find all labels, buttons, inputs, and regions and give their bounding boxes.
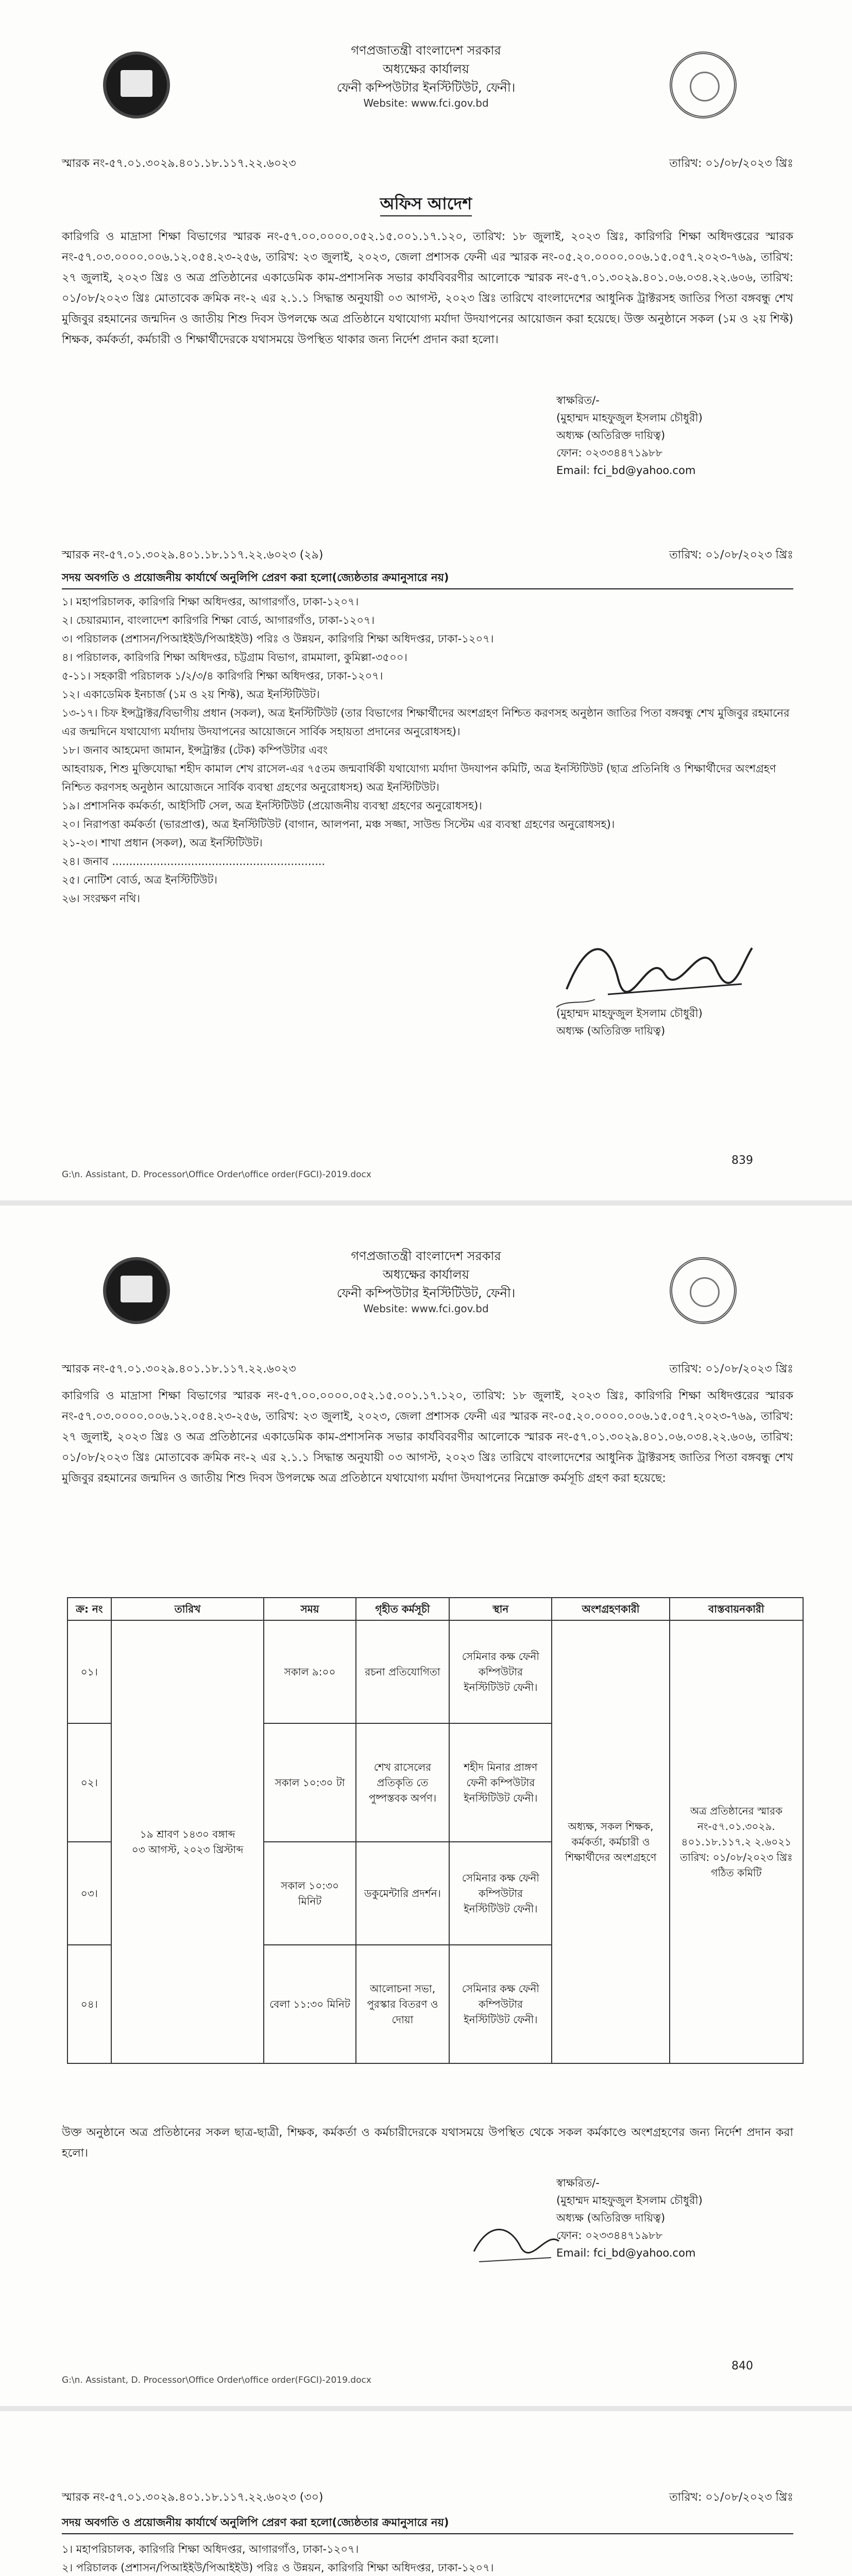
- list-item: ১। মহাপরিচালক, কারিগরি শিক্ষা অধিদপ্তর, আগারগাঁও, ঢাকা-১২০৭।: [62, 596, 359, 608]
- memo-date: তারিখ: ০১/০৮/২০২৩ খ্রিঃ: [669, 1363, 793, 1376]
- signer-designation: অধ্যক্ষ (অতিরিক্ত দায়িত্ব): [556, 429, 666, 442]
- signer-name: (মুহাম্মদ মাহফুজুল ইসলাম চৌধুরী): [556, 2194, 703, 2207]
- signer-designation: অধ্যক্ষ (অতিরিক্ত দায়িত্ব): [556, 2212, 666, 2224]
- signer-designation: অধ্যক্ষ (অতিরিক্ত দায়িত্ব): [556, 1025, 666, 1037]
- page-separator: [0, 1200, 852, 1206]
- table-row: [67, 1620, 803, 1723]
- order-body: কারিগরি ও মাদ্রাসা শিক্ষা বিভাগের স্মারক নং-৫৭.০০.০০০০.০৫২.১৫.০০১.১৭.১২০, তারিখ: ১৮ জুলাই, ২০২৩ খ্রিঃ, কারিগরি শিক্ষা অধিদপ্তরের স্মারক নং-৫৭.০৩.০০০০.০০৬.১২.০৫৪.২৩-২৫৬, তারিখ: ২৩ জুলাই, ২০২৩, জেলা প্রশাসক ফেনী এর স্মারক নং-০৫.২০.০০০০.০০৬.১৫.০৫৭.২০২৩-৭৬৯, তারিখ: ২৭ জুলাই, ২০২৩ খ্রিঃ ও অত্র প্রতিষ্ঠানের একাডেমিক কাম-প্রশাসনিক সভার কার্যবিবরণীর আলোকে স্মারক নং-৫৭.০১.৩০২৯.৪০১.০৬.০৩৪.২২.৬০৬, তারিখ: ০১/০৮/২০২৩ খ্রিঃ মোতাবেক ক্রমিক নং-২ এর ২.১.১ সিদ্ধান্ত অনুযায়ী ০৩ আগস্ট, ২০২৩ খ্রিঃ তারিখে বাংলাদেশের আধুনিক ট্রাক্টরসহ জাতির পিতা বঙ্গবন্ধু শেখ মুজিবুর রহমানের জন্মদিন ও জাতীয় শিশু দিবস উপলক্ষে অত্র প্রতিষ্ঠানে যথাযোগ্য মর্যাদা উদযাপনের নিম্নোক্ত কর্মসূচি গ্রহণ করা হয়েছে:: [62, 1389, 793, 1485]
- list-item: ২৫। নোটিশ বোর্ড, অত্র ইনস্টিটিউট।: [62, 874, 217, 886]
- list-item: ১৯। প্রশাসনিক কর্মকর্তা, আইসিটি সেল, অত্র ইনস্টিটিউট (প্রয়োজনীয় ব্যবস্থা গ্রহণের অনুরোধসহ)।: [62, 800, 482, 812]
- institute-name: ফেনী কম্পিউটার ইনস্টিটিউট, ফেনী।: [336, 80, 516, 95]
- file-path-footer: G:\n. Assistant, D. Processor\Office Order\office order(FGCI)-2019.docx: [62, 1170, 371, 1180]
- memo-date: তারিখ: ০১/০৮/২০২৩ খ্রিঃ: [669, 157, 793, 170]
- letterhead: [0, 31, 852, 149]
- table-header-row: [67, 1598, 803, 1620]
- signed-label: স্বাক্ষরিত/-: [556, 2177, 600, 2189]
- copy-memo-date: তারিখ: ০১/০৮/২০২৩ খ্রিঃ: [669, 549, 793, 562]
- cell-serial: ০১।: [67, 1620, 111, 1723]
- header-venue: স্থান: [449, 1598, 552, 1620]
- distribution-subject: সদয় অবগতি ও প্রয়োজনীয় কার্যার্থে অনুলিপি প্রেরণ করা হলো(জ্যেষ্ঠতার ক্রমানুসারে নয়): [62, 569, 793, 589]
- document-page-1: [0, 0, 852, 1200]
- list-item: আহবায়ক, শিশু মুক্তিযোদ্ধা শহীদ কামাল শেখ রাসেল-এর ৭৫তম জন্মবার্ষিকী যথাযোগ্য মর্যাদা উদযাপন কমিটি, অত্র ইনস্টিটিউট (ছাত্র প্রতিনিধি ও শিক্ষার্থীদের অংশগ্রহণ নিশ্চিত করণসহ অনুষ্ঠান আয়োজনে সার্বিক ব্যবস্থা গ্রহণের অনুরোধসহ) অত্র ইনস্টিটিউট।: [62, 762, 776, 793]
- list-item: ৪। পরিচালক, কারিগরি শিক্ষা অধিদপ্তর, চট্টগ্রাম বিভাগ, রামমালা, কুমিল্লা-৩৫০০।: [62, 651, 407, 664]
- office-name: অধ্যক্ষের কার্যালয়: [383, 62, 469, 76]
- cell-venue: সেমিনার কক্ষ ফেনী কম্পিউটার ইনস্টিটিউট ফেনী।: [449, 1945, 552, 2063]
- website: Website: www.fci.gov.bd: [363, 97, 489, 109]
- cell-time: সকাল ৯:০০: [264, 1620, 355, 1723]
- cell-venue: সেমিনার কক্ষ ফেনী কম্পিউটার ইনস্টিটিউট ফেনী।: [449, 1842, 552, 1945]
- page-title: [0, 191, 852, 218]
- file-path-footer: G:\n. Assistant, D. Processor\Office Order\office order(FGCI)-2019.docx: [62, 2375, 371, 2385]
- page-title-text: অফিস আদেশ: [380, 194, 472, 216]
- copy-memo-date: তারিখ: ০১/০৮/২০২৩ খ্রিঃ: [669, 2491, 793, 2504]
- document-page-3: [0, 2411, 852, 2576]
- cell-participants: অধ্যক্ষ, সকল শিক্ষক, কর্মকর্তা, কর্মচারী ও শিক্ষার্থীদের অংশগ্রহণে: [552, 1620, 669, 2063]
- signer-phone: ফোন: ০২৩৩৪৪৭১৯৮৮: [556, 2229, 663, 2242]
- govt-name: গণপ্রজাতন্ত্রী বাংলাদেশ সরকার: [351, 43, 501, 58]
- memo-number: স্মারক নং-৫৭.০১.৩০২৯.৪০১.১৮.১১৭.২২.৬০২৩: [62, 157, 296, 170]
- website: Website: www.fci.gov.bd: [363, 1302, 489, 1315]
- signature-block: [556, 2174, 793, 2262]
- distribution-list: [62, 592, 793, 908]
- letterhead: [0, 1236, 852, 1355]
- cell-serial: ০৪।: [67, 1945, 111, 2063]
- header-program: গৃহীত কর্মসূচী: [356, 1598, 450, 1620]
- office-name: অধ্যক্ষের কার্যালয়: [383, 1267, 469, 1282]
- cell-serial: ০২।: [67, 1723, 111, 1842]
- signer-name: (মুহাম্মদ মাহফুজুল ইসলাম চৌধুরী): [556, 1007, 703, 1020]
- distribution-list: [62, 2540, 793, 2576]
- english-date: ০৩ আগস্ট, ২০২৩ খ্রিস্টাব্দ: [131, 1843, 244, 1856]
- list-item: ২। চেয়ারম্যান, বাংলাদেশ কারিগরি শিক্ষা বোর্ড, আগারগাঁও, ঢাকা-১২০৭।: [62, 614, 375, 626]
- cell-time: সকাল ১০:৩০ টা: [264, 1723, 355, 1842]
- cell-program: শেখ রাসেলের প্রতিকৃতি তে পুষ্পস্তবক অর্পণ।: [356, 1723, 450, 1842]
- list-item: ১৮। জনাব আহমেদা জামান, ইন্সট্রাক্টর (টেক) কম্পিউটার এবং: [62, 744, 328, 756]
- page-number: 839: [731, 1154, 753, 1167]
- header-date: তারিখ: [111, 1598, 264, 1620]
- cell-merged-date: [111, 1620, 264, 2063]
- signer-email: Email: fci_bd@yahoo.com: [556, 464, 696, 477]
- document-page-2: [0, 1206, 852, 2406]
- header-participants: অংশগ্রহণকারী: [552, 1598, 669, 1620]
- list-item: ২৬। সংরক্ষণ নথি।: [62, 892, 140, 905]
- header-time: সময়: [264, 1598, 355, 1620]
- signature-block-top: [556, 392, 793, 479]
- cell-venue: শহীদ মিনার প্রাঙ্গণ ফেনী কম্পিউটার ইনস্টিটিউট ফেনী।: [449, 1723, 552, 1842]
- list-item: ১২। একাডেমিক ইনচার্জ (১ম ও ২য় শিফ্ট), অত্র ইনস্টিটিউট।: [62, 688, 320, 701]
- institute-name: ফেনী কম্পিউটার ইনস্টিটিউট, ফেনী।: [336, 1286, 516, 1300]
- schedule-table: [67, 1597, 804, 2064]
- page-number: 840: [731, 2360, 753, 2372]
- page-separator: [0, 2406, 852, 2411]
- govt-name: গণপ্রজাতন্ত্রী বাংলাদেশ সরকার: [351, 1249, 501, 1263]
- closing-instruction: উক্ত অনুষ্ঠানে অত্র প্রতিষ্ঠানের সকল ছাত্র-ছাত্রী, শিক্ষক, কর্মকর্তা ও কর্মচারীদেরকে যথাসময়ে উপস্থিত থেকে সকল কর্মকাণ্ডে অংশগ্রহণের জন্য নির্দেশ প্রদান করা হলো।: [62, 2126, 793, 2160]
- copy-memo-number: স্মারক নং-৫৭.০১.৩০২৯.৪০১.১৮.১১৭.২২.৬০২৩ (৩০): [62, 2491, 323, 2504]
- list-item: ১। মহাপরিচালক, কারিগরি শিক্ষা অধিদপ্তর, আগারগাঁও, ঢাকা-১২০৭।: [62, 2543, 359, 2555]
- list-item: ৫-১১। সহকারী পরিচালক ১/২/৩/৪ কারিগরি শিক্ষা অধিদপ্তর, ঢাকা-১২০৭।: [62, 670, 383, 682]
- cell-implementer: অত্র প্রতিষ্ঠানের স্মারক নং-৫৭.০১.৩০২৯. ৪০১.১৮.১১৭.২ ২.৬০২১ তারিখ: ০১/০৮/২০২৩ খ্রিঃ গঠিত কমিটি: [670, 1620, 803, 2063]
- signature-block-bottom: [556, 1005, 793, 1040]
- list-item: ১৩-১৭। চিফ ইন্সট্রাক্টর/বিভাগীয় প্রধান (সকল), অত্র ইনস্টিটিউট (তার বিভাগের শিক্ষার্থীদের অংশগ্রহণ নিশ্চিত করণসহ অনুষ্ঠান জাতির পিতা বঙ্গবন্ধু শেখ মুজিবুর রহমানের এর জন্মদিনে যথাযোগ্য মর্যাদায় উদযাপনের আয়োজনে সার্বিক সহায়তা প্রদানের অনুরোধসহ)।: [62, 707, 790, 738]
- handwritten-initials: [464, 2210, 567, 2272]
- copy-memo-number: স্মারক নং-৫৭.০১.৩০২৯.৪০১.১৮.১১৭.২২.৬০২৩ (২৯): [62, 549, 323, 562]
- cell-serial: ০৩।: [67, 1842, 111, 1945]
- header-serial: ক্র: নং: [67, 1598, 111, 1620]
- memo-number: স্মারক নং-৫৭.০১.৩০২৯.৪০১.১৮.১১৭.২২.৬০২৩: [62, 1363, 296, 1376]
- distribution-subject: সদয় অবগতি ও প্রয়োজনীয় কার্যার্থে অনুলিপি প্রেরণ করা হলো(জ্যেষ্ঠতার ক্রমানুসারে নয়): [62, 2514, 793, 2534]
- signer-name: (মুহাম্মদ মাহফুজুল ইসলাম চৌধুরী): [556, 412, 703, 424]
- list-item: ২১-২৩। শাখা প্রধান (সকল), অত্র ইনস্টিটিউট।: [62, 837, 263, 849]
- cell-time: বেলা ১১:৩০ মিনিট: [264, 1945, 355, 2063]
- list-item: ২। পরিচালক (প্রশাসন/পিআইইউ/পিআইইউ) পরিঃ ও উন্নয়ন, কারিগরি শিক্ষা অধিদপ্তর, ঢাকা-১২০৭।: [62, 2562, 494, 2574]
- signed-label: স্বাক্ষরিত/-: [556, 394, 600, 406]
- cell-program: ডকুমেন্টারি প্রদর্শন।: [356, 1842, 450, 1945]
- bengali-date: ১৯ শ্রাবণ ১৪৩০ বঙ্গাব্দ: [140, 1828, 235, 1840]
- signer-email: Email: fci_bd@yahoo.com: [556, 2247, 696, 2259]
- list-item: ২৪। জনাব ..............................................................: [62, 855, 326, 868]
- cell-program: আলোচনা সভা, পুরস্কার বিতরণ ও দোয়া: [356, 1945, 450, 2063]
- order-body: কারিগরি ও মাদ্রাসা শিক্ষা বিভাগের স্মারক নং-৫৭.০০.০০০০.০৫২.১৫.০০১.১৭.১২০, তারিখ: ১৮ জুলাই, ২০২৩ খ্রিঃ, কারিগরি শিক্ষা অধিদপ্তরের স্মারক নং-৫৭.০৩.০০০০.০০৬.১২.০৫৪.২৩-২৫৬, তারিখ: ২৩ জুলাই, ২০২৩, জেলা প্রশাসক ফেনী এর স্মারক নং-০৫.২০.০০০০.০০৬.১৫.০৫৭.২০২৩-৭৬৯, তারিখ: ২৭ জুলাই, ২০২৩ খ্রিঃ ও অত্র প্রতিষ্ঠানের একাডেমিক কাম-প্রশাসনিক সভার কার্যবিবরণীর আলোকে স্মারক নং-৫৭.০১.৩০২৯.৪০১.০৬.০৩৪.২২.৬০৬, তারিখ: ০১/০৮/২০২৩ খ্রিঃ মোতাবেক ক্রমিক নং-২ এর ২.১.১ সিদ্ধান্ত অনুযায়ী ০৩ আগস্ট, ২০২৩ খ্রিঃ তারিখে বাংলাদেশের আধুনিক ট্রাক্টরসহ জাতির পিতা বঙ্গবন্ধু শেখ মুজিবুর রহমানের জন্মদিন ও জাতীয় শিশু দিবস উপলক্ষে অত্র প্রতিষ্ঠানে যথাযোগ্য মর্যাদা উদযাপনের আয়োজন করা হয়েছে। উক্ত অনুষ্ঠানে সকল (১ম ও ২য় শিফ্ট) শিক্ষক, কর্মকর্তা, কর্মচারী ও শিক্ষার্থীদেরকে যথাসময়ে উপস্থিত থাকার জন্য নির্দেশ প্রদান করা হলো।: [62, 230, 793, 346]
- header-implementer: বাস্তবায়নকারী: [670, 1598, 803, 1620]
- list-item: ৩। পরিচালক (প্রশাসন/পিআইইউ/পিআইইউ) পরিঃ ও উন্নয়ন, কারিগরি শিক্ষা অধিদপ্তর, ঢাকা-১২০৭।: [62, 633, 494, 645]
- cell-program: রচনা প্রতিযোগিতা: [356, 1620, 450, 1723]
- signer-phone: ফোন: ০২৩৩৪৪৭১৯৮৮: [556, 447, 663, 459]
- cell-time: সকাল ১০:৩০ মিনিট: [264, 1842, 355, 1945]
- cell-venue: সেমিনার কক্ষ ফেনী কম্পিউটার ইনস্টিটিউট ফেনী।: [449, 1620, 552, 1723]
- list-item: ২০। নিরাপত্তা কর্মকর্তা (ভারপ্রাপ্ত), অত্র ইনস্টিটিউট (বাগান, আলপনা, মঞ্চ সজ্জা, সাউন্ড সিস্টেম এর ব্যবস্থা গ্রহণের অনুরোধসহ)।: [62, 818, 615, 831]
